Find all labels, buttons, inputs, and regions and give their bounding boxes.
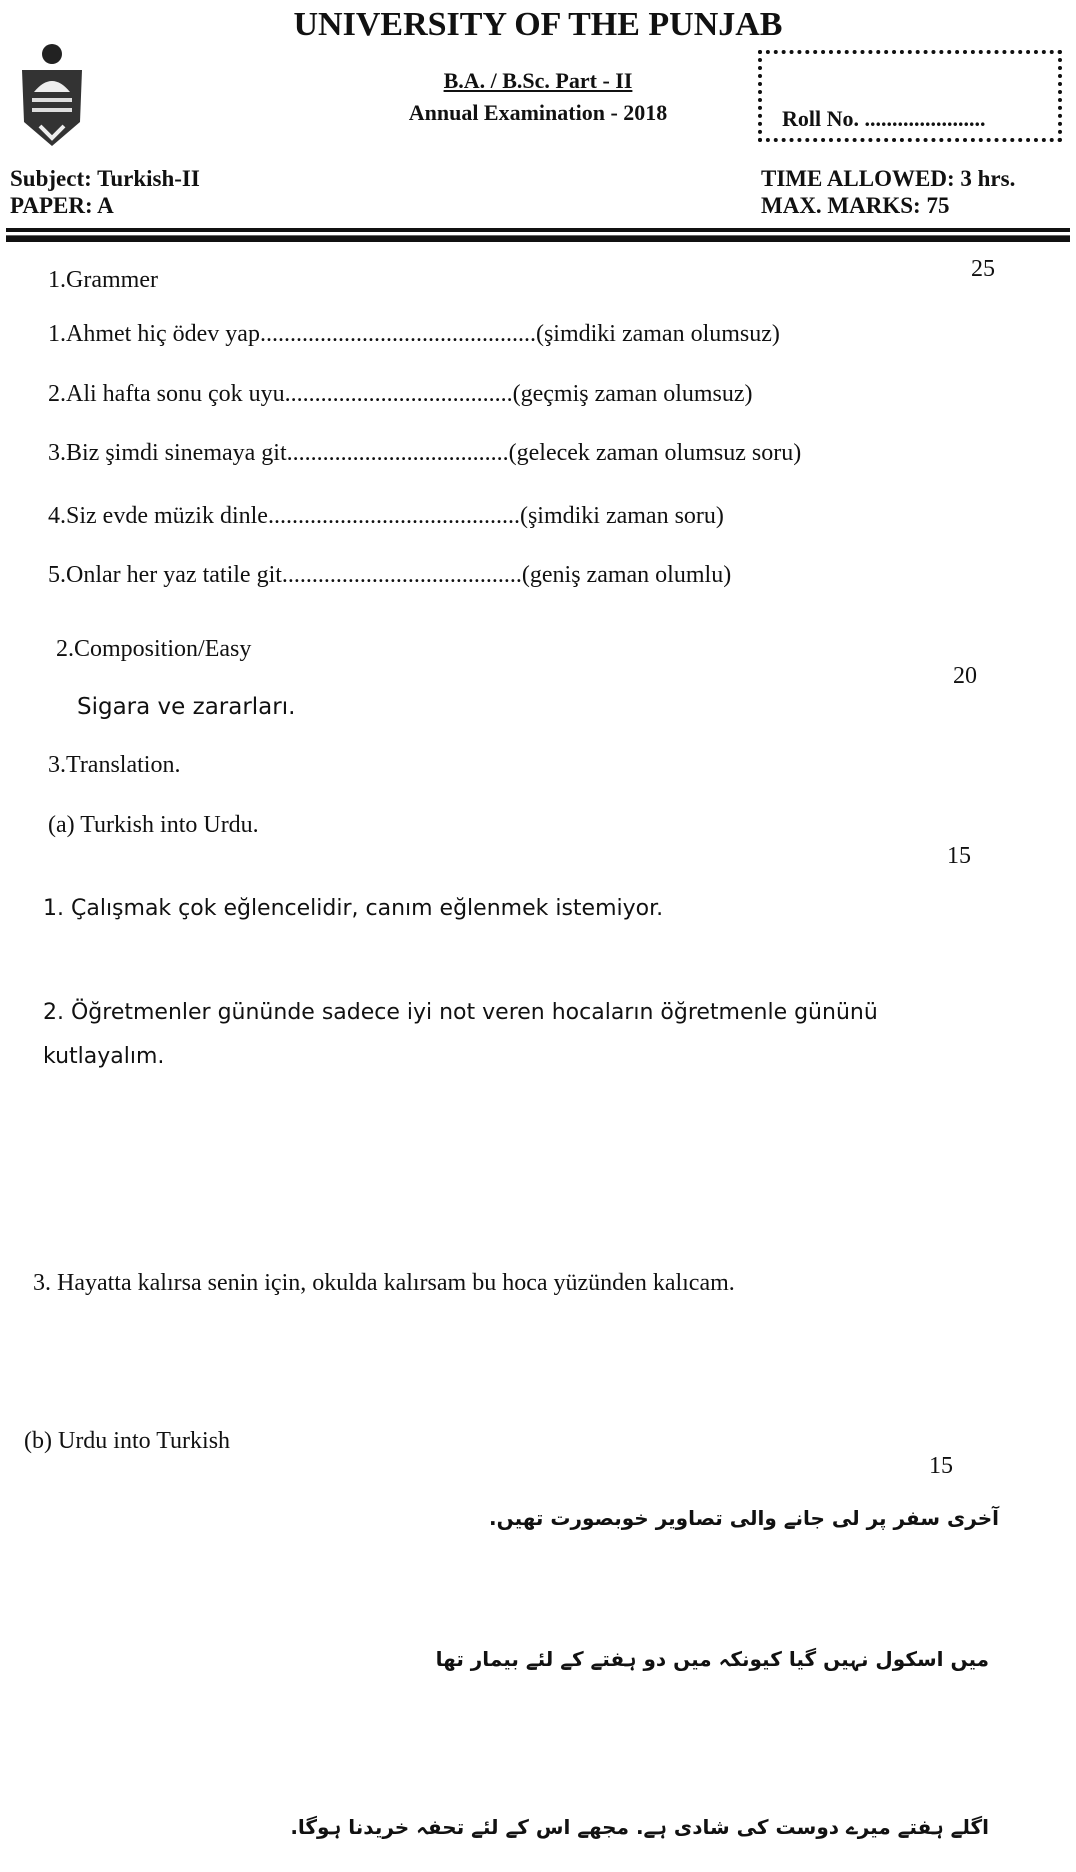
roll-number-label: Roll No. ...................... [782,106,986,131]
q3b-item-2: میں اسکول نہیں گیا کیونکہ میں دو ہفتے کے لئے بیمار تھا [435,1647,989,1671]
q1-item-4: 4.Siz evde müzik dinle..........................................(şimdiki zaman soru) [48,503,724,529]
q3a-item-3: 3. Hayatta kalırsa senin için, okulda kalırsam bu hoca yüzünden kalıcam. [33,1270,735,1296]
q1-item-2: 2.Ali hafta sonu çok uyu......................................(geçmiş zaman olumsuz) [48,381,753,407]
q1-item-3: 3.Biz şimdi sinemaya git.....................................(gelecek zaman olumsuz soru) [48,440,802,466]
q1-item-5: 5.Onlar her yaz tatile git........................................(geniş zaman olumlu) [48,562,732,588]
q3b-item-3: اگلے ہفتے میرے دوست کی شادی ہے. مجھے اس کے لئے تحفہ خریدنا ہوگا. [290,1815,989,1839]
q2-marks: 20 [953,663,977,689]
time-allowed-label: TIME ALLOWED: 3 hrs. [761,166,1016,191]
q1-title: 1.Grammer [48,267,158,293]
subject-label: Subject: Turkish-II [10,166,200,191]
q3b-marks: 15 [929,1453,953,1479]
university-crest-logo [14,42,90,150]
q3a-title: (a) Turkish into Urdu. [48,812,259,838]
header-divider [6,228,1070,242]
q3a-item-2: 2. Öğretmenler gününde sadece iyi not veren hocaların öğretmenle gününü [43,1000,878,1025]
q3b-title: (b) Urdu into Turkish [24,1428,231,1454]
paper-label: PAPER: A [10,193,114,218]
exam-label: Annual Examination - 2018 [408,100,668,125]
q1-marks: 25 [971,256,995,282]
program-label: B.A. / B.Sc. Part - II [443,68,633,93]
q3-title: 3.Translation. [48,752,181,778]
q2-title: 2.Composition/Easy [56,636,252,662]
q1-item-1: 1.Ahmet hiç ödev yap..............................................(şimdiki zaman olumsuz) [48,321,780,347]
q3b-item-1: آخری سفر پر لی جانے والی تصاویر خوبصورت تھیں. [488,1506,999,1530]
q3a-marks: 15 [947,843,971,869]
university-title: UNIVERSITY OF THE PUNJAB [293,6,783,43]
q3a-item-2-cont: kutlayalım. [43,1044,165,1069]
q3a-item-1: 1. Çalışmak çok eğlencelidir, canım eğlenmek istemiyor. [43,896,664,921]
max-marks-label: MAX. MARKS: 75 [761,193,950,218]
q2-topic: Sigara ve zararları. [77,694,296,720]
